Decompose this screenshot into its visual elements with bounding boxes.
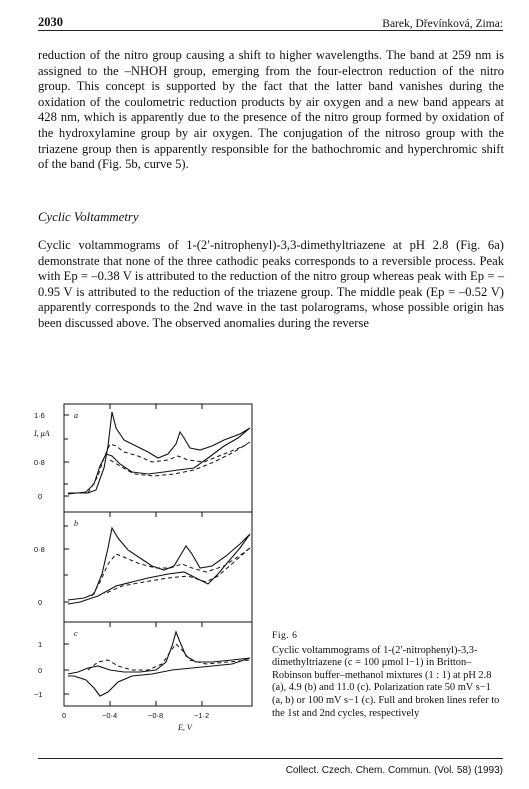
figure-caption <box>272 630 504 720</box>
journal-footer: Collect. Czech. Chem. Commun. (Vol. 58) (1993) <box>285 765 503 776</box>
body-paragraph-1: reduction of the nitro group causing a shift to higher wavelengths. The band at 259 nm is assigned to the –NHOH group, emerging from the four-electron reduction of the nitro group. This concept is supported by the fact that the latter band vanishes during the oxidation of the coulometric reduction products by air oxygen and a new band appears at 428 nm, which is apparently due to the presence of the nitro group formed by oxidation of the hydroxylamine group by air oxygen. The conjugation of the nitroso group with the triazene group then is apparently responsible for the bathochromic and hyperchromic shift of the band (Fig. 5b, curve 5). <box>38 48 504 172</box>
panel-c-frame <box>64 622 252 706</box>
panel-a-letter: a <box>74 411 78 420</box>
cyclic-voltammogram-figure <box>28 398 268 758</box>
c-tick-minus-1: −1 <box>34 690 43 699</box>
b-tick-0: 0 <box>38 598 43 607</box>
panel-a-cycle-2-curve <box>88 442 250 493</box>
figure-caption-text: Cyclic voltammograms of 1-(2′-nitrophenyl)-3,3-dimethyltriazene (c = 100 μmol l−1) in Britton–Robinson buffer–methanol mixtures (1 : 1) at pH 2.8 (a), 4.9 (b) and 11.0 (c). Polarization rate 50 mV s−1 (a, b) or 100 mV s−1 (c). Full and broken lines refer to the 1st and 2nd cycles, respectively <box>272 644 500 719</box>
panel-b-cycle-1-curve <box>68 528 250 604</box>
figure-label: Fig. 6 <box>272 630 298 641</box>
panel-a-cycle-1-curve <box>68 412 250 494</box>
footer-rule <box>38 758 503 759</box>
c-tick-1: 1 <box>38 640 43 649</box>
running-head: Barek, Dřevínková, Zima: <box>382 18 503 30</box>
c-tick-0: 0 <box>38 666 43 675</box>
x-tick-0: 0 <box>62 711 67 720</box>
x-tick-minus-0-4: −0·4 <box>102 711 118 720</box>
panel-c-cycle-2-curve <box>88 644 250 670</box>
y-axis-label: I, μA <box>34 429 50 438</box>
a-tick-0-8: 0·8 <box>34 458 45 467</box>
panel-c-letter: c <box>74 629 78 638</box>
section-title: Cyclic Voltammetry <box>38 210 139 224</box>
panel-b-letter: b <box>74 519 78 528</box>
figure-6 <box>28 398 268 758</box>
a-tick-0: 0 <box>38 492 43 501</box>
page-number: 2030 <box>38 15 63 29</box>
b-tick-0-8: 0·8 <box>34 545 45 554</box>
x-tick-minus-0-8: −0·8 <box>148 711 164 720</box>
a-tick-1-6: 1·6 <box>34 411 45 420</box>
page-header <box>38 10 503 31</box>
x-axis-label: E, V <box>178 723 192 732</box>
x-tick-minus-1-2: −1·2 <box>194 711 210 720</box>
body-paragraph-2: Cyclic voltammograms of 1-(2′-nitrophenyl)-3,3-dimethyltriazene at pH 2.8 (Fig. 6a) demonstrate that none of the three cathodic peaks corresponds to a reversible process. Peak with Ep = –0.38 V is attributed to the reduction of the nitro group whereas peak with Ep = –0.95 V is attributed to the reduction of the triazene group. The middle peak (Ep = –0.52 V) apparently corresponds to the 2nd wave in the tast polarograms, whose possible origin has been discussed above. The observed anomalies during the reverse <box>38 238 504 330</box>
